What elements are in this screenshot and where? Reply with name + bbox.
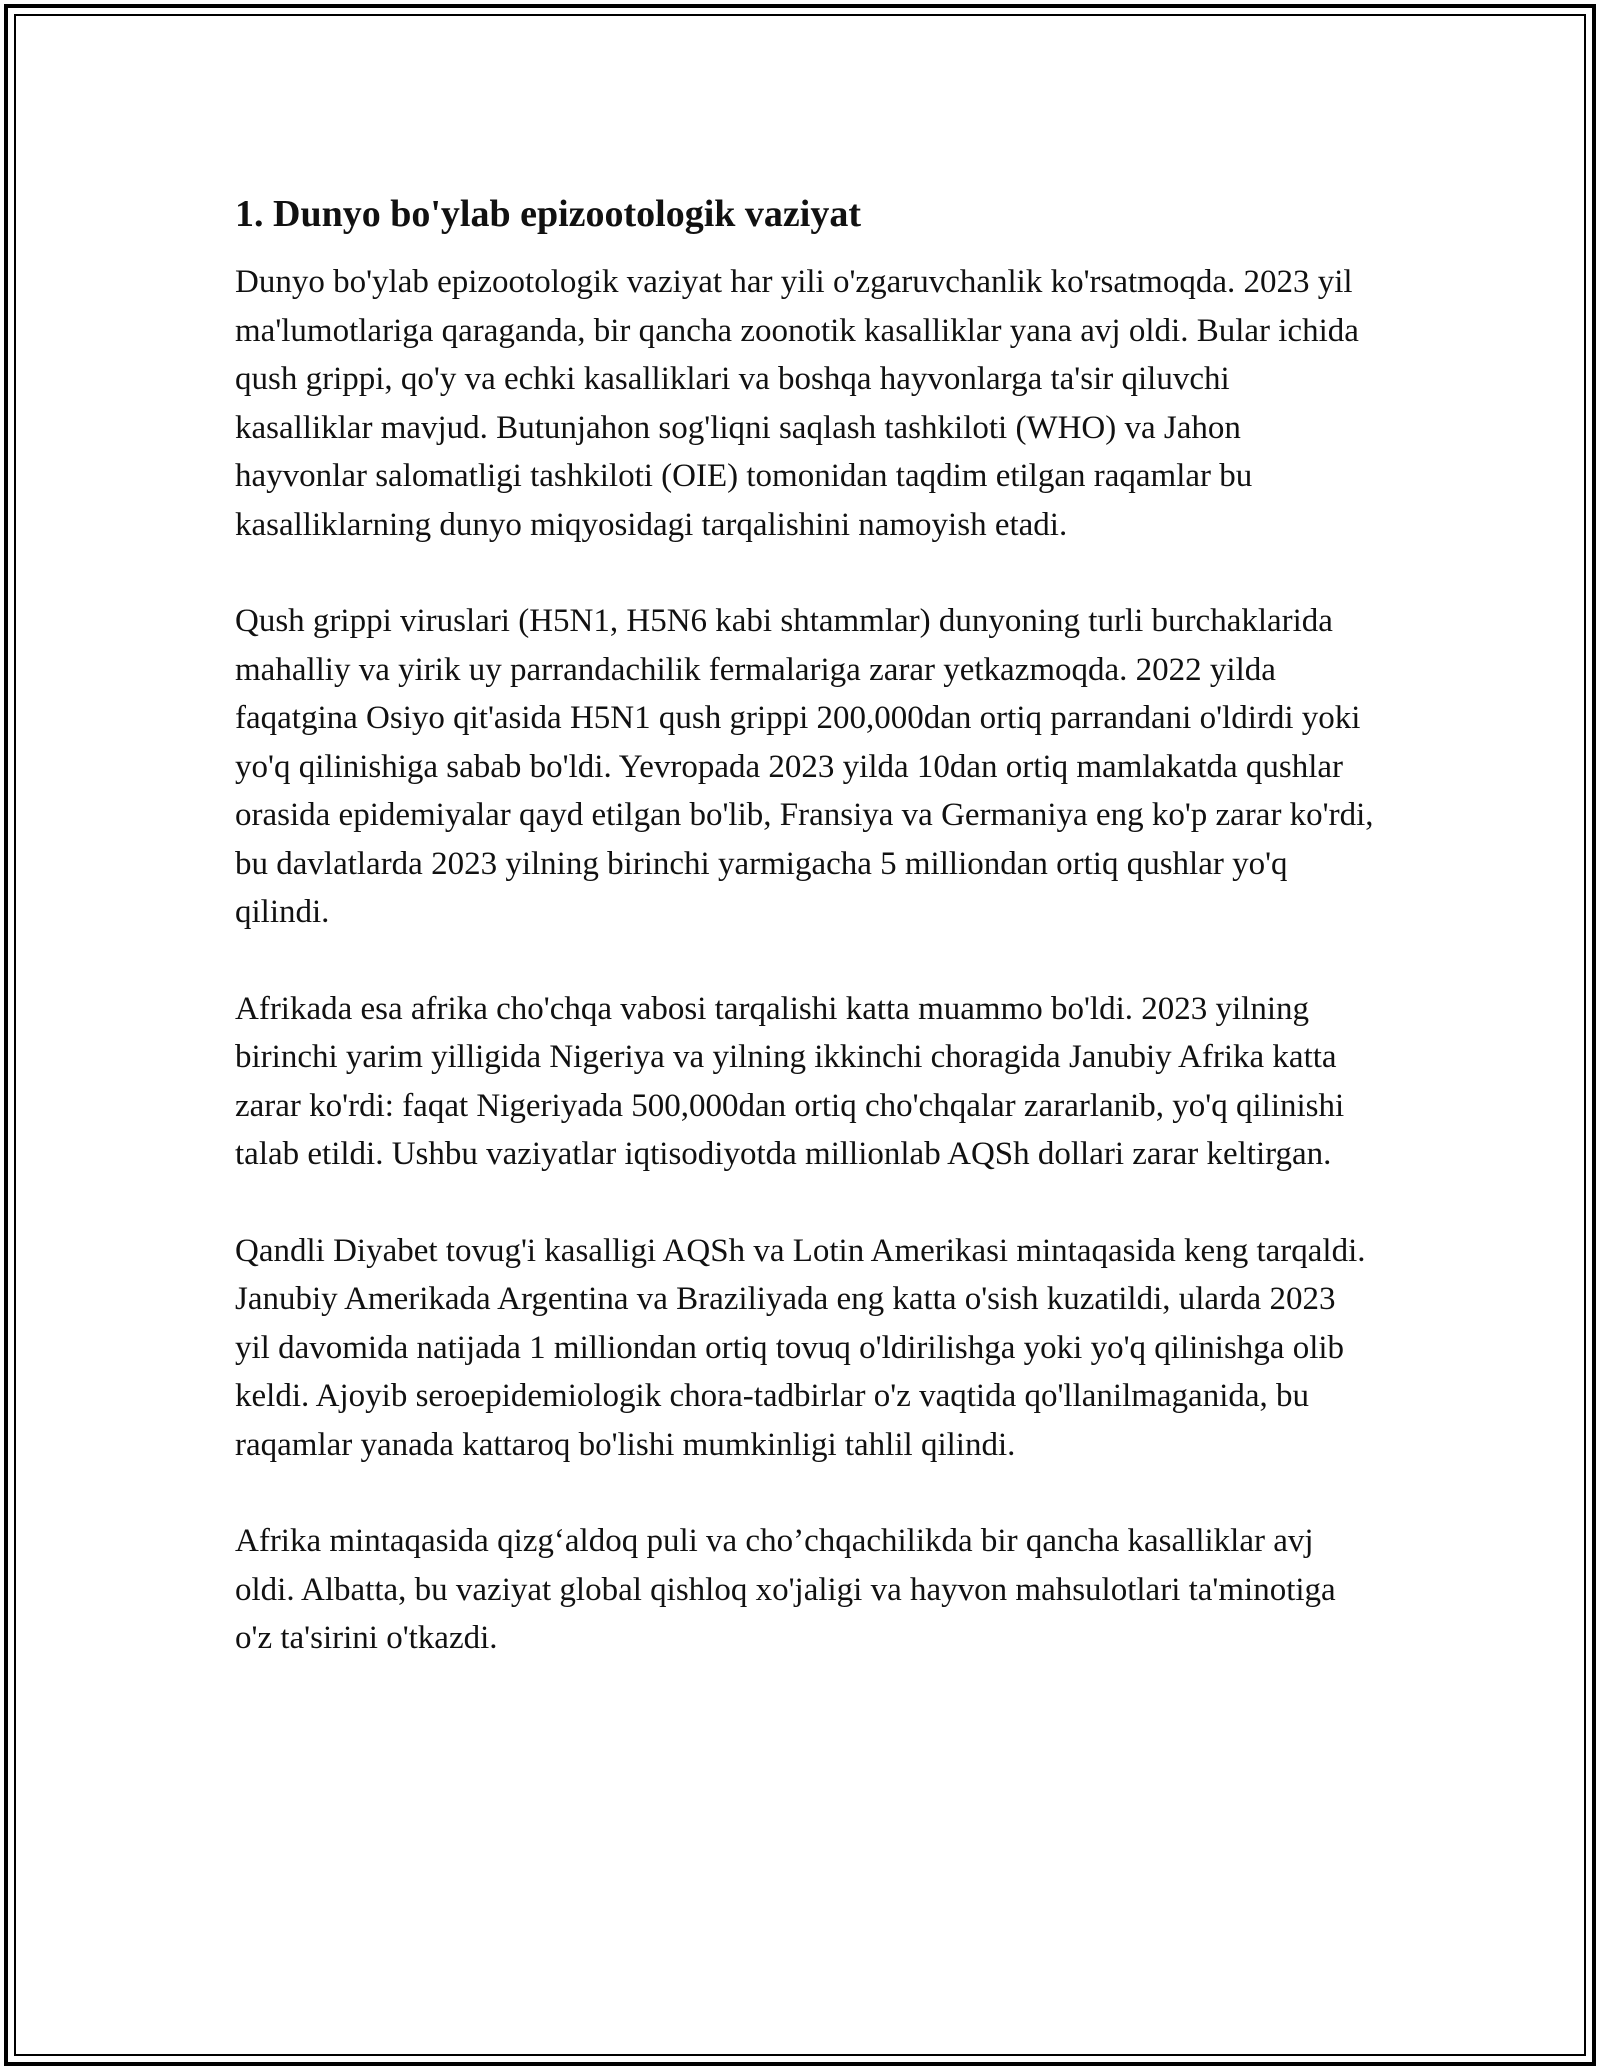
- paragraph-africa-region: Afrika mintaqasida qizg‘aldoq puli va cho’chqachilikda bir qancha kasalliklar avj oldi. Albatta, bu vaziyat global qishloq xo'jaligi va hayvon mahsulotlari ta'minotiga o'z ta'sirini o'tkazdi.: [235, 1523, 1336, 1656]
- section-heading: 1. Dunyo bo'ylab epizootologik vaziyat: [235, 193, 861, 235]
- paragraph-african-swine-fever: Afrikada esa afrika cho'chqa vabosi tarqalishi katta muammo bo'ldi. 2023 yilning birinchi yarim yilligida Nigeriya va yilning ikkinchi choragida Janubiy Afrika katta zarar ko'rdi: faqat Nigeriyada 500,000dan ortiq cho'chqalar zararlanib, yo'q qilinishi talab etildi. Ushbu vaziyatlar iqtisodiyotda millionlab AQSh dollari zarar keltirgan.: [235, 990, 1345, 1172]
- document-body: [235, 188, 1375, 1711]
- paragraph-bird-flu: Qush grippi viruslari (H5N1, H5N6 kabi shtammlar) dunyoning turli burchaklarida mahalliy va yirik uy parrandachilik fermalariga zarar yetkazmoqda. 2022 yilda faqatgina Osiyo qit'asida H5N1 qush grippi 200,000dan ortiq parrandani o'ldirdi yoki yo'q qilinishiga sabab bo'ldi. Yevropada 2023 yilda 10dan ortiq mamlakatda qushlar orasida epidemiyalar qayd etilgan bo'lib, Fransiya va Germaniya eng ko'p zarar ko'rdi, bu davlatlarda 2023 yilning birinchi yarmigacha 5 milliondan ortiq qushlar yo'q qilindi.: [235, 603, 1374, 930]
- paragraph-overview: Dunyo bo'ylab epizootologik vaziyat har yili o'zgaruvchanlik ko'rsatmoqda. 2023 yil ma'lumotlariga qaraganda, bir qancha zoonotik kasalliklar yana avj oldi. Bular ichida qush grippi, qo'y va echki kasalliklari va boshqa hayvonlarga ta'sir qiluvchi kasalliklar mavjud. Butunjahon sog'liqni saqlash tashkiloti (WHO) va Jahon hayvonlar salomatligi tashkiloti (OIE) tomonidan taqdim etilgan raqamlar bu kasalliklarning dunyo miqyosidagi tarqalishini namoyish etadi.: [235, 264, 1359, 543]
- paragraph-americas: Qandli Diyabet tovug'i kasalligi AQSh va Lotin Amerikasi mintaqasida keng tarqaldi. Janubiy Amerikada Argentina va Braziliyada eng katta o'sish kuzatildi, ularda 2023 yil davomida natijada 1 milliondan ortiq tovuq o'ldirilishga yoki yo'q qilinishga olib keldi. Ajoyib seroepidemiologik chora-tadbirlar o'z vaqtida qo'llanilmaganida, bu raqamlar yanada kattaroq bo'lishi mumkinligi tahlil qilindi.: [235, 1232, 1366, 1463]
